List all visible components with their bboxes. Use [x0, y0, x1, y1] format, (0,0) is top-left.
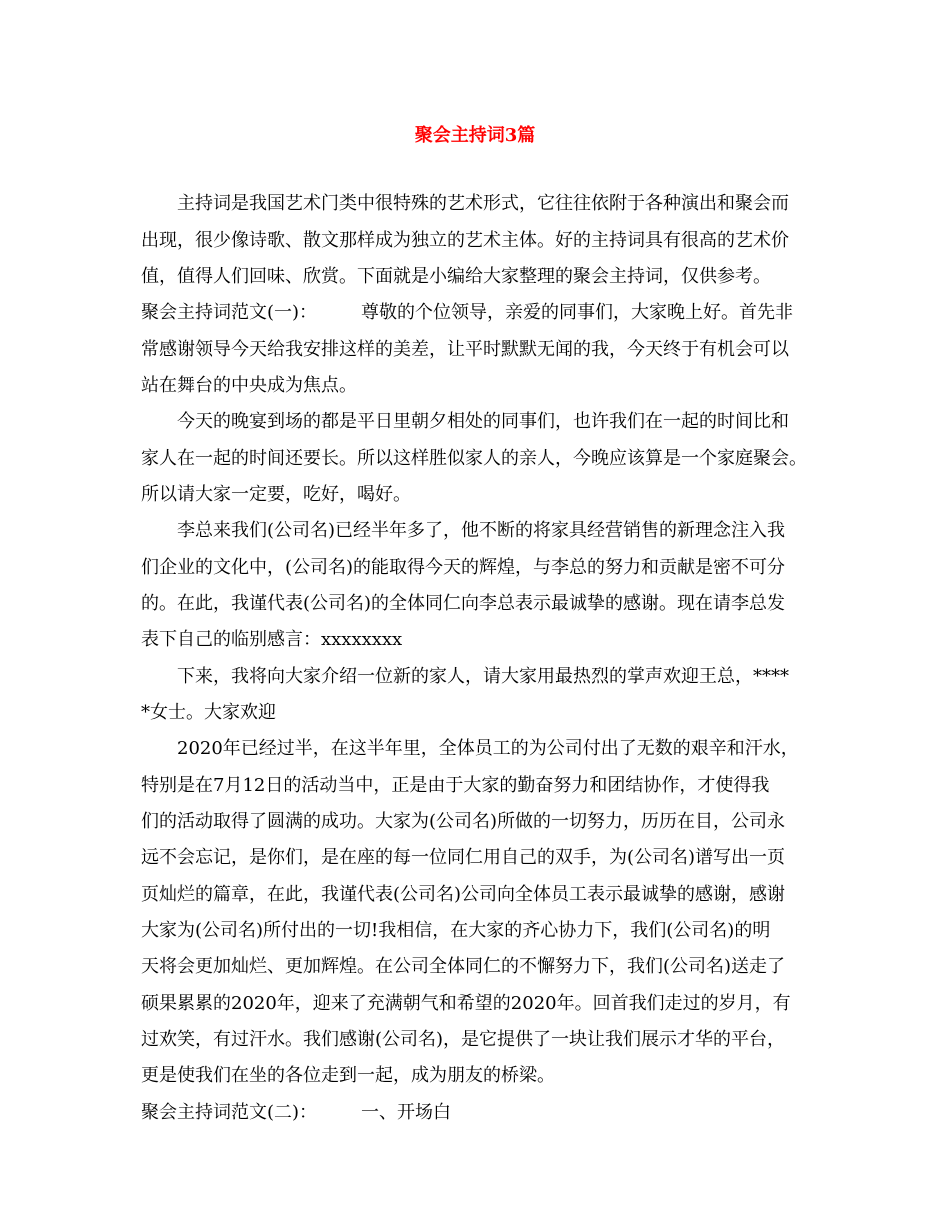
paragraph-line: 值，值得人们回味、欣赏。下面就是小编给大家整理的聚会主持词，仅供参考。 [141, 266, 771, 287]
paragraph-line: 硕果累累的2020年，迎来了充满朝气和希望的2020年。回首我们走过的岁月，有 [141, 993, 791, 1014]
paragraph-line: 们的活动取得了圆满的成功。大家为(公司名)所做的一切努力，历历在目，公司永 [141, 811, 786, 832]
paragraph-line: 2020年已经过半，在这半年里，全体员工的为公司付出了无数的艰辛和汗水， [177, 738, 799, 759]
paragraph-line: 表下自己的临别感言：xxxxxxxx [141, 629, 403, 650]
paragraph-line: 远不会忘记，是你们，是在座的每一位同仁用自己的双手，为(公司名)谱写出一页 [141, 847, 786, 868]
paragraph-line: 下来，我将向大家介绍一位新的家人，请大家用最热烈的掌声欢迎王总，**** [177, 666, 789, 687]
section-heading-line [141, 1101, 451, 1125]
paragraph-line: 家人在一起的时间还要长。所以这样胜似家人的亲人，今晚应该算是一个家庭聚会。 [141, 448, 807, 469]
paragraph-line: 的。在此，我谨代表(公司名)的全体同仁向李总表示最诚挚的感谢。现在请李总发 [141, 593, 786, 614]
paragraph-line: 大家为(公司名)所付出的一切!我相信，在大家的齐心协力下，我们(公司名)的明 [141, 920, 771, 941]
paragraph-line: 出现，很少像诗歌、散文那样成为独立的艺术主体。好的主持词具有很高的艺术价 [141, 230, 789, 251]
section-heading: 聚会主持词范文(一)： [141, 302, 318, 323]
section-heading-line [141, 301, 793, 325]
paragraph-text: 一、开场白 [361, 1102, 452, 1123]
section-heading: 聚会主持词范文(二)： [141, 1102, 318, 1123]
paragraph-line: 过欢笑，有过汗水。我们感谢(公司名)，是它提供了一块让我们展示才华的平台， [141, 1029, 786, 1050]
paragraph-line: *女士。大家欢迎 [141, 702, 276, 723]
paragraph-line: 站在舞台的中央成为焦点。 [141, 375, 357, 396]
paragraph-line: 李总来我们(公司名)已经半年多了，他不断的将家具经营销售的新理念注入我 [177, 520, 786, 541]
document-title: 聚会主持词3篇 [414, 125, 536, 146]
paragraph-line: 今天的晚宴到场的都是平日里朝夕相处的同事们，也许我们在一起的时间比和 [177, 411, 789, 432]
paragraph-line: 所以请大家一定要，吃好，喝好。 [141, 484, 411, 505]
paragraph-line: 天将会更加灿烂、更加辉煌。在公司全体同仁的不懈努力下，我们(公司名)送走了 [141, 956, 786, 977]
paragraph-line: 特别是在7月12日的活动当中，正是由于大家的勤奋努力和团结协作，才使得我 [141, 775, 770, 796]
paragraph-line: 常感谢领导今天给我安排这样的美差，让平时默默无闻的我，今天终于有机会可以 [141, 339, 789, 360]
paragraph-text: 尊敬的个位领导，亲爱的同事们，大家晚上好。首先非 [361, 302, 794, 323]
paragraph-line: 主持词是我国艺术门类中很特殊的艺术形式，它往往依附于各种演出和聚会而 [177, 193, 789, 214]
paragraph-line: 们企业的文化中，(公司名)的能取得今天的辉煌，与李总的努力和贡献是密不可分 [141, 557, 786, 578]
paragraph-line: 更是使我们在坐的各位走到一起，成为朋友的桥梁。 [141, 1065, 555, 1086]
paragraph-line: 页灿烂的篇章，在此，我谨代表(公司名)公司向全体员工表示最诚挚的感谢，感谢 [141, 884, 786, 905]
